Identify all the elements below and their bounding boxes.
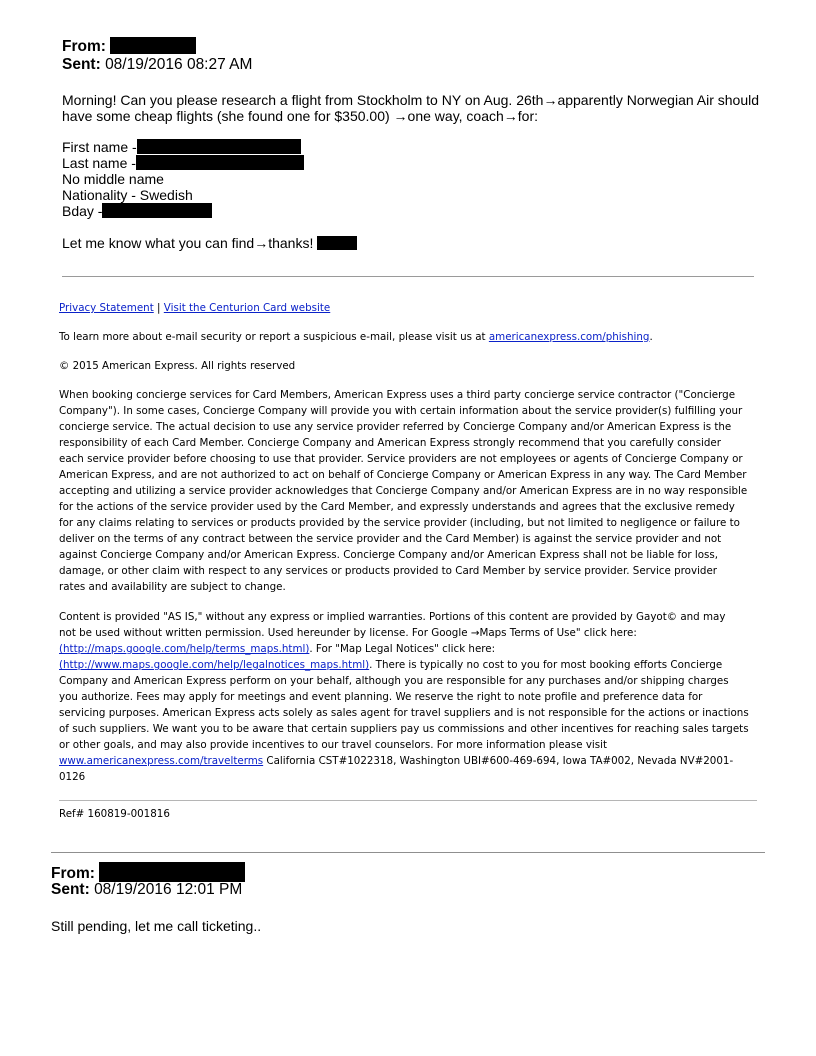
email2-body: Still pending, let me call ticketing.. [51,918,262,934]
reference-number: Ref# 160819-001816 [59,808,170,820]
phishing-link[interactable]: americanexpress.com/phishing [488,331,650,343]
sent-value: 08/19/2016 12:01 PM [94,881,243,898]
redacted-first-name [137,139,301,154]
email-separator [51,852,765,853]
privacy-statement-link[interactable]: Privacy Statement [59,302,154,314]
redacted-last-name [136,155,304,170]
sent-label: Sent: [51,881,90,898]
passenger-details [62,139,304,219]
last-name-row: Last name - [62,155,304,171]
legal-notices-link[interactable]: (http://www.maps.google.com/help/legalnotices_maps.html) [59,659,370,671]
email1-sent-line [62,55,252,74]
maps-terms-link[interactable]: (http://maps.google.com/help/terms_maps.html) [59,643,310,655]
redacted-signature [317,236,357,250]
footer-links: Privacy Statement | Visit the Centurion Card website [59,302,331,314]
sent-value: 08/19/2016 08:27 AM [105,56,253,73]
sent-label: Sent: [62,56,101,73]
body-line: have some cheap flights (she found one for $350.00) →one way, coach→for: [62,108,539,124]
travelterms-link[interactable]: www.americanexpress.com/travelterms [59,755,264,767]
body-line: Morning! Can you please research a flight from Stockholm to NY on Aug. 26th→apparently Norwegian Air should [62,92,760,108]
nationality-row: Nationality - Swedish [62,187,193,203]
redacted-sender [99,862,245,882]
email1-body [62,92,782,124]
security-notice: To learn more about e-mail security or report a suspicious e-mail, please visit us at americanexpress.com/phishing. [59,331,653,343]
content-disclaimer: Content is provided "AS IS," without any express or implied warranties. Portions of this content are provided by Gayot© and may not be used without written permission. Used hereunder by license. For Google →Maps Terms of Use" click here: (http://maps.google.com/help/terms_maps.html). For "Map Legal Notices" click here: (http://www.maps.google.com/help/legalnotices_maps.html). There is typically no cost to you for most booking efforts Concierge Company and American Express perform on your behalf, although you are responsible for any purchases and/or shipping charges you authorize. Fees may apply for meetings and event planning. We reserve the right to note profile and preference data for servicing purposes. American Express acts solely as sales agent for travel suppliers and is not responsible for the actions or inactions of such suppliers. We want you to be aware that certain suppliers pay us commissions and other incentives for reaching sales targets or other goals, and may also provide incentives to our travel counselors. For more information please visit www.americanexpress.com/travelterms California CST#1022318, Washington UBI#600-469-694, Iowa TA#002, Nevada NV#2001- 0126 [59,611,749,783]
from-label: From: [62,38,106,55]
bday-row: Bday - [62,203,304,219]
concierge-disclaimer: When booking concierge services for Card Members, American Express uses a third party concierge service contractor ("Concierge Company"). In some cases, Concierge Company will provide you with certain information about the service provider(s) fulfilling your concierge service. The actual decision to use any service provider referred by Concierge Company and/or American Express is the responsibility of each Card Member. Concierge Company and American Express strongly recommend that you carefully consider each service provider before choosing to use that provider. Service providers are not employees or agents of Concierge Company or American Express, and are not authorized to act on behalf of Concierge Company or American Express in any way. The Card Member accepting and utilizing a service provider acknowledges that Concierge Company and/or American Express are in no way responsible for the actions of the service provider used by the Card Member, and expressly understands and agrees that the exclusive remedy for any claims relating to services or products provided by the service provider (including, but not limited to negligence or failure to deliver on the terms of any contract between the service provider and the Card Member) is against the service provider and not against Concierge Company and/or American Express. Concierge Company and/or American Express shall not be liable for loss, damage, or other claim with respect to any services or products provided to Card Member by service provider. Service provider rates and availability are subject to change. [59,389,748,593]
copyright: © 2015 American Express. All rights reserved [59,360,296,372]
from-label: From: [51,865,95,882]
redacted-sender [110,37,196,54]
closing-line: Let me know what you can find→thanks! [62,235,357,251]
email1-from-line [62,37,196,56]
redacted-bday [102,203,212,218]
middle-name-row: No middle name [62,171,164,187]
first-name-row: First name - [62,139,304,155]
divider [62,276,754,277]
centurion-card-link[interactable]: Visit the Centurion Card website [163,302,331,314]
email2-sent-line [51,880,242,899]
footer-divider [59,800,757,801]
